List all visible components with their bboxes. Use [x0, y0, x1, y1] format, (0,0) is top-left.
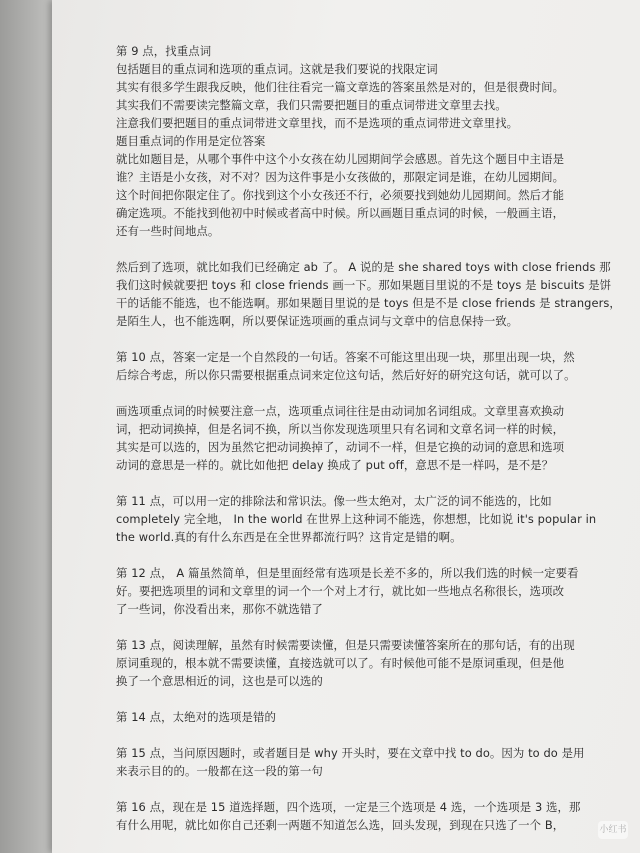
paragraph-gap	[116, 240, 628, 258]
paragraph-gap	[116, 618, 628, 636]
text-line: completely 完全地， In the world 在世界上这种词不能选，你想想，比如说 it's popular in	[116, 512, 597, 526]
page-text	[116, 42, 628, 834]
text-line: 第 12 点， A 篇虽然简单，但是里面经常有选项是长差不多的，所以我们选的时候一定要看	[116, 566, 579, 580]
text-line: 第 10 点，答案一定是一个自然段的一句话。答案不可能这里出现一块，那里出现一块，然	[116, 350, 575, 364]
text-line: 这个时间把你限定住了。你找到这个小女孩还不行，必须要找到她幼儿园期间。然后才能	[116, 188, 565, 202]
text-line: the world.真的有什么东西是在全世界都流行吗？这肯定是错的啊。	[116, 530, 462, 544]
text-line: 确定选项。不能找到他初中时候或者高中时候。所以画题目重点词的时候，一般画主语，	[116, 206, 565, 220]
text-line: 好。要把选项里的词和文章里的词一个一个对上才行，就比如一些地点名称很长，选项改	[116, 584, 565, 598]
text-line: 第 15 点，当问原因题时，或者题目是 why 开头时，要在文章中找 to do。因为 to do 是用	[116, 746, 585, 760]
book-page	[52, 0, 640, 853]
text-line: 词，把动词换掉，但是名词不换，所以当你发现选项里只有名词和文章名词一样的时候，	[116, 422, 565, 436]
text-line: 画选项重点词的时候要注意一点，选项重点词往往是由动词加名词组成。文章里喜欢换动	[116, 404, 565, 418]
paragraph	[116, 798, 628, 834]
paragraph	[116, 258, 628, 330]
paragraph	[116, 42, 628, 240]
paragraph	[116, 402, 628, 474]
text-line: 然后到了选项，就比如我们已经确定 ab 了。 A 说的是 she shared toys with close friends 那	[116, 260, 611, 274]
text-line: 题目重点词的作用是定位答案	[116, 134, 266, 148]
paragraph-gap	[116, 726, 628, 744]
text-line: 干的话能不能选，也不能选啊。那如果题目里说的是 toys 但是不是 close friends 是 strangers，	[116, 296, 621, 310]
text-line: 来表示目的的。一般都在这一段的第一句	[116, 764, 323, 778]
text-line: 就比如题目是，从哪个事件中这个小女孩在幼儿园期间学会感恩。首先这个题目中主语是	[116, 152, 565, 166]
paragraph-gap	[116, 780, 628, 798]
paragraph-gap	[116, 474, 628, 492]
paragraph-gap	[116, 546, 628, 564]
text-line: 第 9 点，找重点词	[116, 44, 212, 58]
text-line: 第 11 点，可以用一定的排除法和常识法。像一些太绝对，太广泛的词不能选的，比如	[116, 494, 552, 508]
text-line: 其实有很多学生跟我反映，他们往往看完一篇文章选的答案虽然是对的，但是很费时间。	[116, 80, 565, 94]
text-line: 原词重现的，根本就不需要读懂，直接选就可以了。有时候他可能不是原词重现，但是他	[116, 656, 565, 670]
text-line: 还有一些时间地点。	[116, 224, 220, 238]
paragraph	[116, 348, 628, 384]
paragraph	[116, 744, 628, 780]
text-line: 后综合考虑，所以你只需要根据重点词来定位这句话，然后好好的研究这句话，就可以了。	[116, 368, 576, 382]
text-line: 第 13 点，阅读理解，虽然有时候需要读懂，但是只需要读懂答案所在的那句话，有的出现	[116, 638, 575, 652]
text-line: 注意我们要把题目的重点词带进文章里找，而不是选项的重点词带进文章里找。	[116, 116, 519, 130]
text-line: 动词的意思是一样的。就比如他把 delay 换成了 put off，意思不是一样吗，是不是？	[116, 458, 554, 472]
paragraph	[116, 636, 628, 690]
paragraph	[116, 492, 628, 546]
paragraph	[116, 564, 628, 618]
text-line: 第 14 点，太绝对的选项是错的	[116, 710, 277, 724]
text-line: 有什么用呢，就比如你自己还剩一两题不知道怎么选，回头发现，到现在只选了一个 B，	[116, 818, 565, 832]
paragraph-gap	[116, 330, 628, 348]
text-line: 换了一个意思相近的词，这也是可以选的	[116, 674, 323, 688]
paragraph-gap	[116, 690, 628, 708]
text-line: 其实我们不需要读完整篇文章，我们只需要把题目的重点词带进文章里去找。	[116, 98, 507, 112]
paragraph	[116, 708, 628, 726]
text-line: 其实是可以选的，因为虽然它把动词换掉了，动词不一样，但是它换的动词的意思和选项	[116, 440, 565, 454]
text-line: 谁？主语是小女孩，对不对？因为这件事是小女孩做的，那限定词是谁，在幼儿园期间。	[116, 170, 565, 184]
text-line: 第 16 点，现在是 15 道选择题，四个选项，一定是三个选项是 4 选，一个选项是 3 选，那	[116, 800, 581, 814]
paragraph-gap	[116, 384, 628, 402]
book-binding-shadow	[0, 0, 58, 853]
text-line: 是陌生人，也不能选啊，所以要保证选项画的重点词与文章中的信息保持一致。	[116, 314, 519, 328]
text-line: 我们这时候就要把 toys 和 close friends 画一下。那如果题目里说的不是 toys 是 biscuits 是饼	[116, 278, 612, 292]
text-line: 包括题目的重点词和选项的重点词。这就是我们要说的找限定词	[116, 62, 438, 76]
text-line: 了一些词，你没看出来，那你不就选错了	[116, 602, 323, 616]
watermark-logo: 小红书	[598, 821, 628, 839]
